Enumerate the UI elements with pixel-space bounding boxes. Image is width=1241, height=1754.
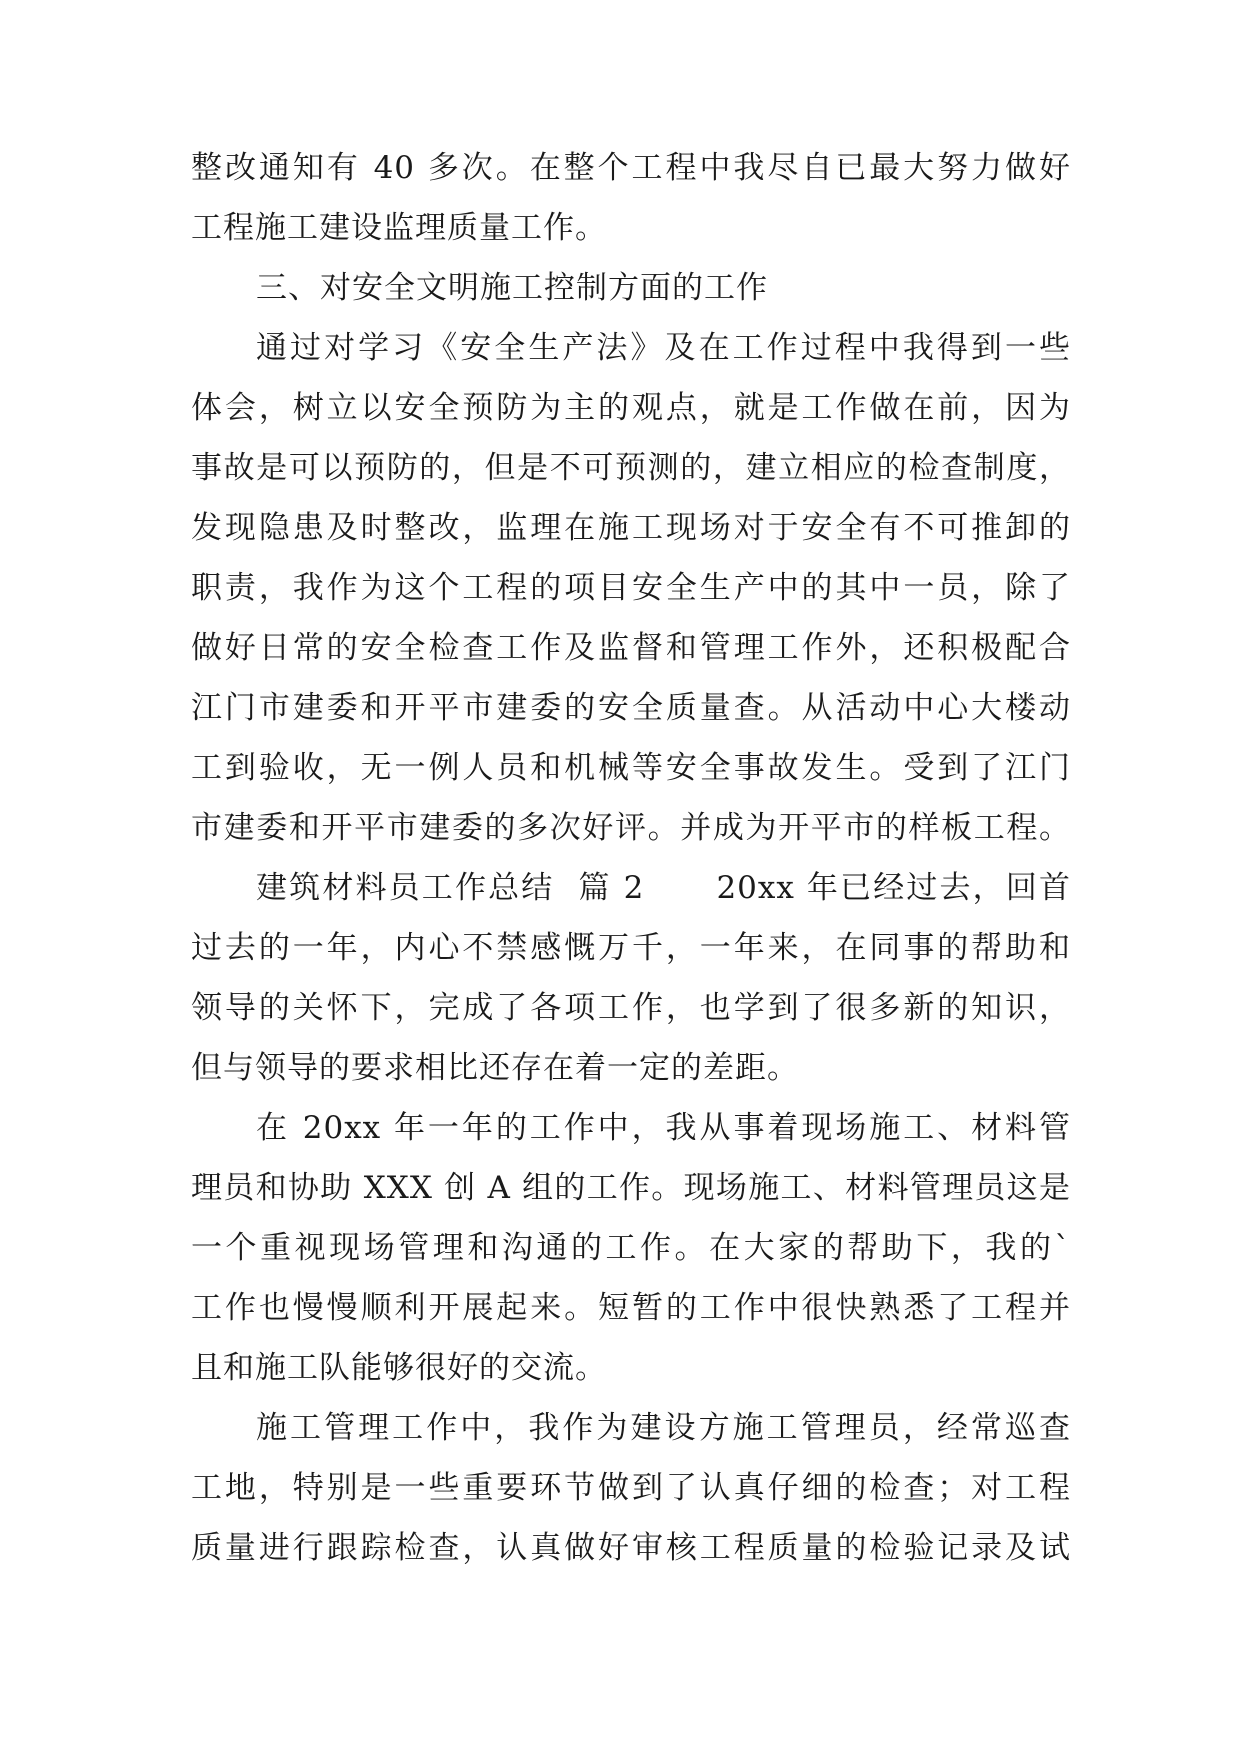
text-line: 市建委和开平市建委的多次好评。并成为开平市的样板工程。 bbox=[191, 810, 1071, 846]
text-line: 一个重视现场管理和沟通的工作。在大家的帮助下，我的` bbox=[191, 1230, 1071, 1266]
text-line: 工到验收，无一例人员和机械等安全事故发生。受到了江门 bbox=[191, 750, 1071, 786]
text-line: 在 20xx 年一年的工作中，我从事着现场施工、材料管 bbox=[256, 1110, 1071, 1146]
section-heading: 三、对安全文明施工控制方面的工作 bbox=[256, 270, 768, 306]
text-line: 领导的关怀下，完成了各项工作，也学到了很多新的知识， bbox=[191, 990, 1071, 1026]
text-line: 体会，树立以安全预防为主的观点，就是工作做在前，因为 bbox=[191, 390, 1071, 426]
text-line: 做好日常的安全检查工作及监督和管理工作外，还积极配合 bbox=[191, 630, 1071, 666]
text-line: 且和施工队能够很好的交流。 bbox=[191, 1350, 607, 1386]
text-line: 过去的一年，内心不禁感慨万千，一年来，在同事的帮助和 bbox=[191, 930, 1071, 966]
text-line: 工程施工建设监理质量工作。 bbox=[191, 210, 607, 246]
text-line: 建筑材料员工作总结 篇 2 20xx 年已经过去，回首 bbox=[256, 870, 1071, 906]
text-line: 职责，我作为这个工程的项目安全生产中的其中一员，除了 bbox=[191, 570, 1071, 606]
text-line: 工地，特别是一些重要环节做到了认真仔细的检查；对工程 bbox=[191, 1470, 1071, 1506]
text-line: 工作也慢慢顺利开展起来。短暂的工作中很快熟悉了工程并 bbox=[191, 1290, 1071, 1326]
text-line: 江门市建委和开平市建委的安全质量查。从活动中心大楼动 bbox=[191, 690, 1071, 726]
text-line: 发现隐患及时整改，监理在施工现场对于安全有不可推卸的 bbox=[191, 510, 1071, 546]
text-line: 质量进行跟踪检查，认真做好审核工程质量的检验记录及试 bbox=[191, 1530, 1071, 1566]
text-line: 施工管理工作中，我作为建设方施工管理员，经常巡查 bbox=[256, 1410, 1071, 1446]
text-line: 通过对学习《安全生产法》及在工作过程中我得到一些 bbox=[256, 330, 1071, 366]
text-line: 理员和协助 XXX 创 A 组的工作。现场施工、材料管理员这是 bbox=[191, 1170, 1071, 1206]
text-line: 事故是可以预防的，但是不可预测的，建立相应的检查制度， bbox=[191, 450, 1071, 486]
text-line: 但与领导的要求相比还存在着一定的差距。 bbox=[191, 1050, 799, 1086]
text-line: 整改通知有 40 多次。在整个工程中我尽自已最大努力做好 bbox=[191, 150, 1071, 186]
